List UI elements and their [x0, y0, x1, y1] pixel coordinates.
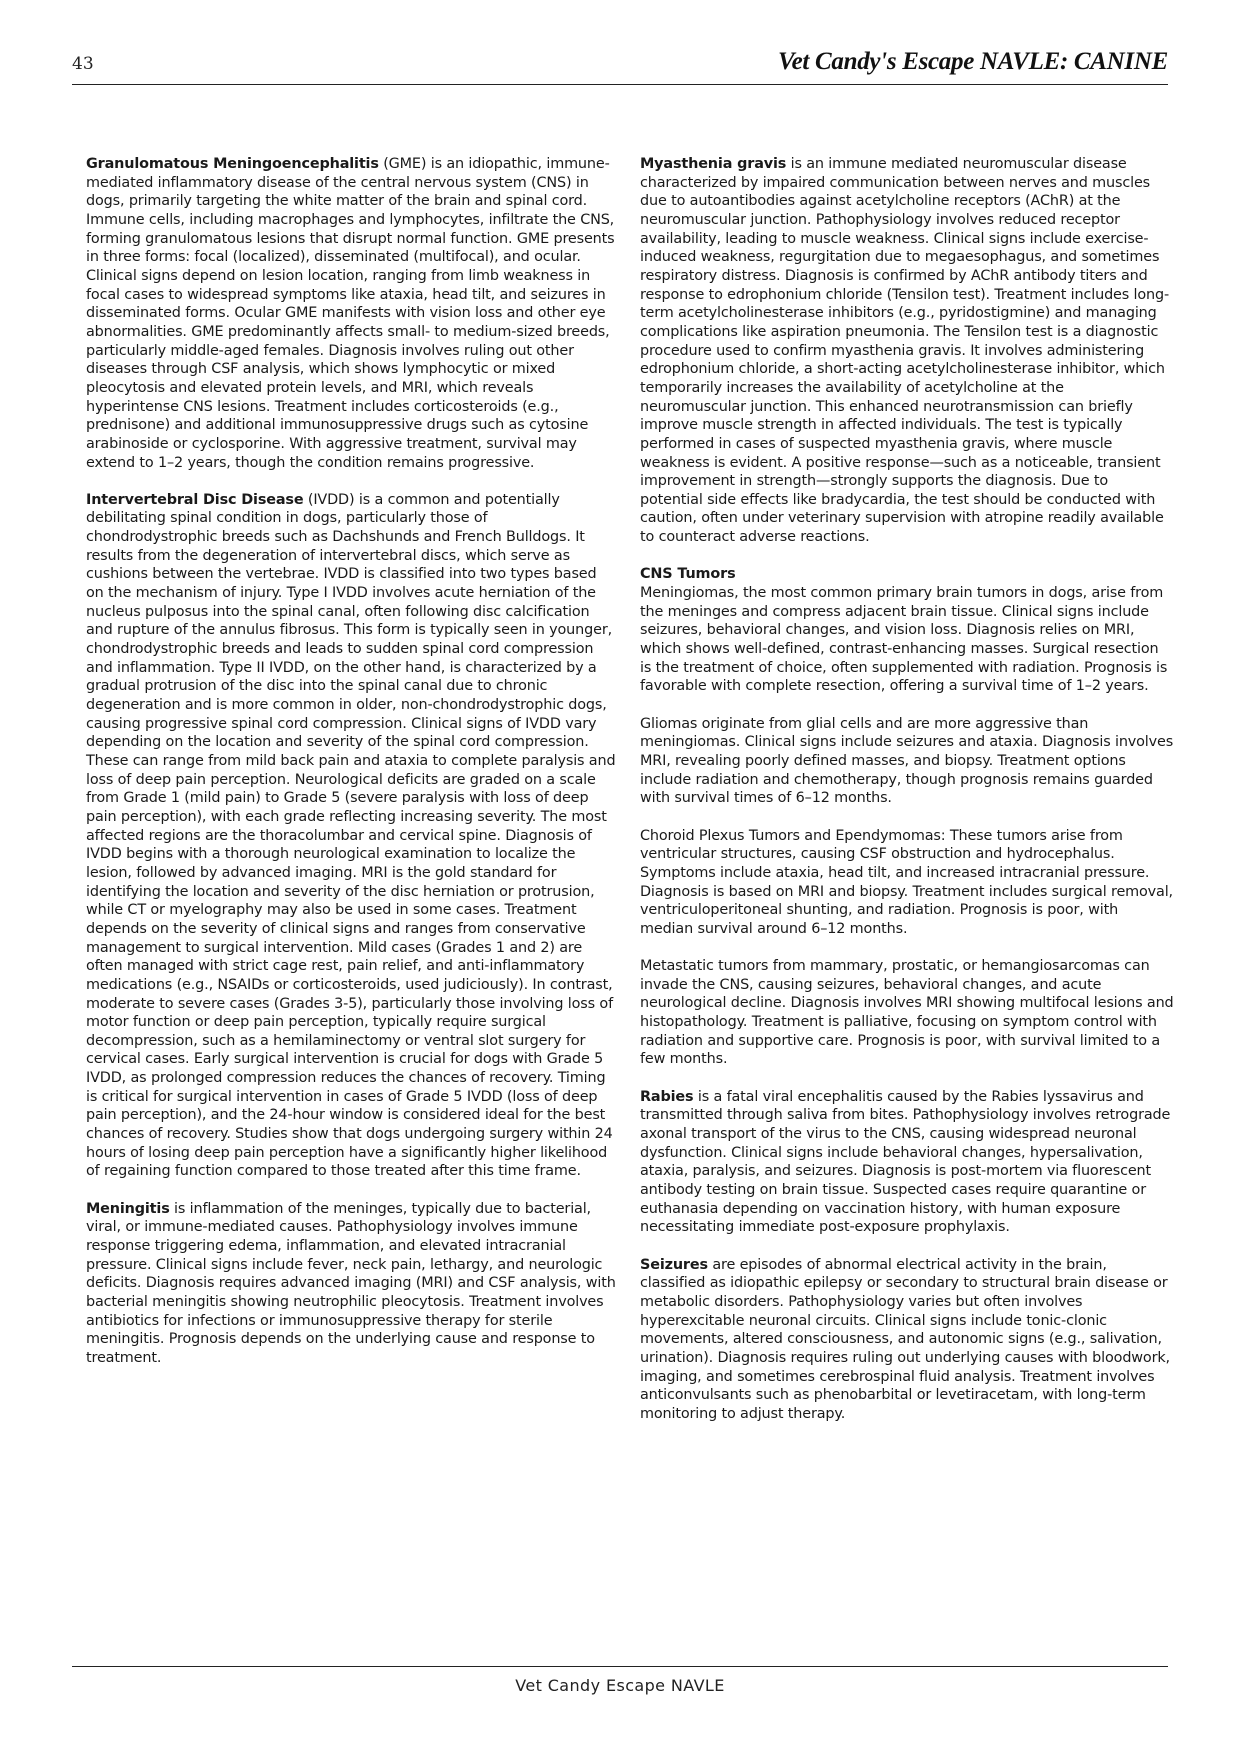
paragraph-rabies [640, 1088, 1174, 1237]
left-column [86, 155, 616, 1386]
running-title: Vet Candy's Escape NAVLE: CANINE [778, 48, 1168, 75]
footer-text: Vet Candy Escape NAVLE [515, 1676, 725, 1695]
paragraph-ivdd [86, 491, 616, 1181]
paragraph-meningitis [86, 1200, 616, 1368]
term-gme: Granulomatous Meningoencephalitis [86, 156, 379, 172]
paragraph-gme-text: (GME) is an idiopathic, immune-mediated inflammatory disease of the central nervous system (CNS) in dogs, primarily targeting the white matter of the brain and spinal cord. Immune cells, including macrophages and lymphocytes, infiltrate the CNS, forming granulomatous lesions that disrupt normal function. GME presents in three forms: focal (localized), disseminated (multifocal), and ocular. Clinical signs depend on lesion location, ranging from limb weakness in focal cases to widespread symptoms like ataxia, head tilt, and seizures in disseminated forms. Ocular GME manifests with vision loss and other eye abnormalities. GME predominantly affects small- to medium-sized breeds, particularly middle-aged females. Diagnosis involves ruling out other diseases through CSF analysis, which shows lymphocytic or mixed pleocytosis and elevated protein levels, and MRI, which reveals hyperintense CNS lesions. Treatment includes corticosteroids (e.g., prednisone) and additional immunosuppressive drugs such as cytosine arabinoside or cyclosporine. With aggressive treatment, survival may extend to 1–2 years, though the condition remains progressive. [86, 156, 615, 471]
paragraph-seizures [640, 1256, 1174, 1424]
paragraph-cns-gliomas: Gliomas originate from glial cells and are more aggressive than meningiomas. Clinical signs include seizures and ataxia. Diagnosis involves MRI, revealing poorly defined masses, and biopsy. Treatment options include radiation and chemotherapy, though prognosis remains guarded with survival times of 6–12 months. [640, 715, 1174, 807]
paragraph-cns-metastatic: Metastatic tumors from mammary, prostatic, or hemangiosarcomas can invade the CNS, causing seizures, behavioral changes, and acute neurological decline. Diagnosis involves MRI showing multifocal lesions and histopathology. Treatment is palliative, focusing on symptom control with radiation and supportive care. Prognosis is poor, with survival limited to a few months. [640, 958, 1174, 1068]
paragraph-cns-meningiomas-text: Meningiomas, the most common primary brain tumors in dogs, arise from the meninges and compress adjacent brain tissue. Clinical signs include seizures, behavioral changes, and vision loss. Diagnosis relies on MRI, which shows well-defined, contrast-enhancing masses. Surgical resection is the treatment of choice, often supplemented with radiation. Prognosis is favorable with complete resection, offering a survival time of 1–2 years. [640, 585, 1168, 695]
cns-tumors-heading: CNS Tumors [640, 566, 736, 583]
paragraph-rabies-text: is a fatal viral encephalitis caused by the Rabies lyssavirus and transmitted through saliva from bites. Pathophysiology involves retrograde axonal transport of the virus to the CNS, causing widespread neuronal dysfunction. Clinical signs include behavioral changes, hypersalivation, ataxia, paralysis, and seizures. Diagnosis is post-mortem via fluorescent antibody testing on brain tissue. Suspected cases require quarantine or euthanasia depending on vaccination history, with human exposure necessitating immediate post-exposure prophylaxis. [640, 1088, 1171, 1236]
paragraph-seizures-text: are episodes of abnormal electrical activity in the brain, classified as idiopathic epilepsy or secondary to structural brain disease or metabolic disorders. Pathophysiology varies but often involves hyperexcitable neuronal circuits. Clinical signs include tonic-clonic movements, altered consciousness, and autonomic signs (e.g., salivation, urination). Diagnosis requires ruling out underlying causes with bloodwork, imaging, and sometimes cerebrospinal fluid analysis. Treatment involves anticonvulsants such as phenobarbital or levetiracetam, with long-term monitoring to adjust therapy. [640, 1256, 1170, 1422]
paragraph-myasthenia-text: is an immune mediated neuromuscular disease characterized by impaired communication between nerves and muscles due to autoantibodies against acetylcholine receptors (AChR) at the neuromuscular junction. Pathophysiology involves reduced receptor availability, leading to muscle weakness. Clinical signs include exercise-induced weakness, regurgitation due to megaesophagus, and sometimes respiratory distress. Diagnosis is confirmed by AChR antibody titers and response to edrophonium chloride (Tensilon test). Treatment includes long-term acetylcholinesterase inhibitors (e.g., pyridostigmine) and managing complications like aspiration pneumonia. The Tensilon test is a diagnostic procedure used to confirm myasthenia gravis. It involves administering edrophonium chloride, a short-acting acetylcholinesterase inhibitor, which temporarily increases the availability of acetylcholine at the neuromuscular junction. This enhanced neurotransmission can briefly improve muscle strength in affected individuals. The test is typically performed in cases of suspected myasthenia gravis, where muscle weakness is evident. A positive response—such as a noticeable, transient improvement in strength—strongly supports the diagnosis. Due to potential side effects like bradycardia, the test should be conducted with caution, often under veterinary supervision with atropine readily available to counteract adverse reactions. [640, 156, 1170, 546]
paragraph-cns-choroid: Choroid Plexus Tumors and Ependymomas: These tumors arise from ventricular structures, causing CSF obstruction and hydrocephalus. Symptoms include ataxia, head tilt, and increased intracranial pressure. Diagnosis is based on MRI and biopsy. Treatment includes surgical removal, ventriculoperitoneal shunting, and radiation. Prognosis is poor, with median survival around 6–12 months. [640, 827, 1173, 937]
term-meningitis: Meningitis [86, 1200, 170, 1217]
right-column [640, 155, 1174, 1442]
page-footer [72, 1666, 1168, 1695]
paragraph-myasthenia [640, 155, 1174, 547]
paragraph-gme [86, 155, 616, 472]
paragraph-cns-meningiomas [640, 565, 1174, 696]
term-seizures: Seizures [640, 1256, 708, 1273]
page-number: 43 [72, 54, 94, 74]
term-myasthenia: Myasthenia gravis [640, 156, 787, 172]
paragraph-meningitis-text: is inflammation of the meninges, typically due to bacterial, viral, or immune-mediated causes. Pathophysiology involves immune response triggering edema, inflammation, and elevated intracranial pressure. Clinical signs include fever, neck pain, lethargy, and neurologic deficits. Diagnosis requires advanced imaging (MRI) and CSF analysis, with bacterial meningitis showing neutrophilic pleocytosis. Treatment involves antibiotics for infections or immunosuppressive therapy for sterile meningitis. Prognosis depends on the underlying cause and response to treatment. [86, 1200, 616, 1366]
term-ivdd: Intervertebral Disc Disease [86, 491, 304, 508]
term-rabies: Rabies [640, 1088, 694, 1105]
page-header [72, 48, 1168, 85]
paragraph-ivdd-text: (IVDD) is a common and potentially debilitating spinal condition in dogs, particularly those of chondrodystrophic breeds such as Dachshunds and French Bulldogs. It results from the degeneration of intervertebral discs, which serve as cushions between the vertebrae. IVDD is classified into two types based on the mechanism of injury. Type I IVDD involves acute herniation of the nucleus pulposus into the spinal canal, often following disc calcification and rupture of the annulus fibrosus. This form is typically seen in younger, chondrodystrophic breeds and leads to sudden spinal cord compression and inflammation. Type II IVDD, on the other hand, is characterized by a gradual protrusion of the disc into the spinal canal due to chronic degeneration and is more common in older, non-chondrodystrophic dogs, causing progressive spinal cord compression. Clinical signs of IVDD vary depending on the location and severity of the spinal cord compression. These can range from mild back pain and ataxia to complete paralysis and loss of deep pain perception. Neurological deficits are graded on a scale from Grade 1 (mild pain) to Grade 5 (severe paralysis with loss of deep pain perception), with each grade reflecting increasing severity. The most affected regions are the thoracolumbar and cervical spine. Diagnosis of IVDD begins with a thorough neurological examination to localize the lesion, followed by advanced imaging. MRI is the gold standard for identifying the location and severity of the disc herniation or protrusion, while CT or myelography may also be used in some cases. Treatment depends on the severity of clinical signs and ranges from conservative management to surgical intervention. Mild cases (Grades 1 and 2) are often managed with strict cage rest, pain relief, and anti-inflammatory medications (e.g., NSAIDs or corticosteroids, used judiciously). In contrast, moderate to severe cases (Grades 3-5), particularly those involving loss of motor function or deep pain perception, typically require surgical decompression, such as a hemilaminectomy or ventral slot surgery for cervical cases. Early surgical intervention is crucial for dogs with Grade 5 IVDD, as prolonged compression reduces the chances of recovery. Timing is critical for surgical intervention in cases of Grade 5 IVDD (loss of deep pain perception), and the 24-hour window is considered ideal for the best chances of recovery. Studies show that dogs undergoing surgery within 24 hours of losing deep pain perception have a significantly higher likelihood of regaining function compared to those treated after this time frame. [86, 491, 616, 1180]
